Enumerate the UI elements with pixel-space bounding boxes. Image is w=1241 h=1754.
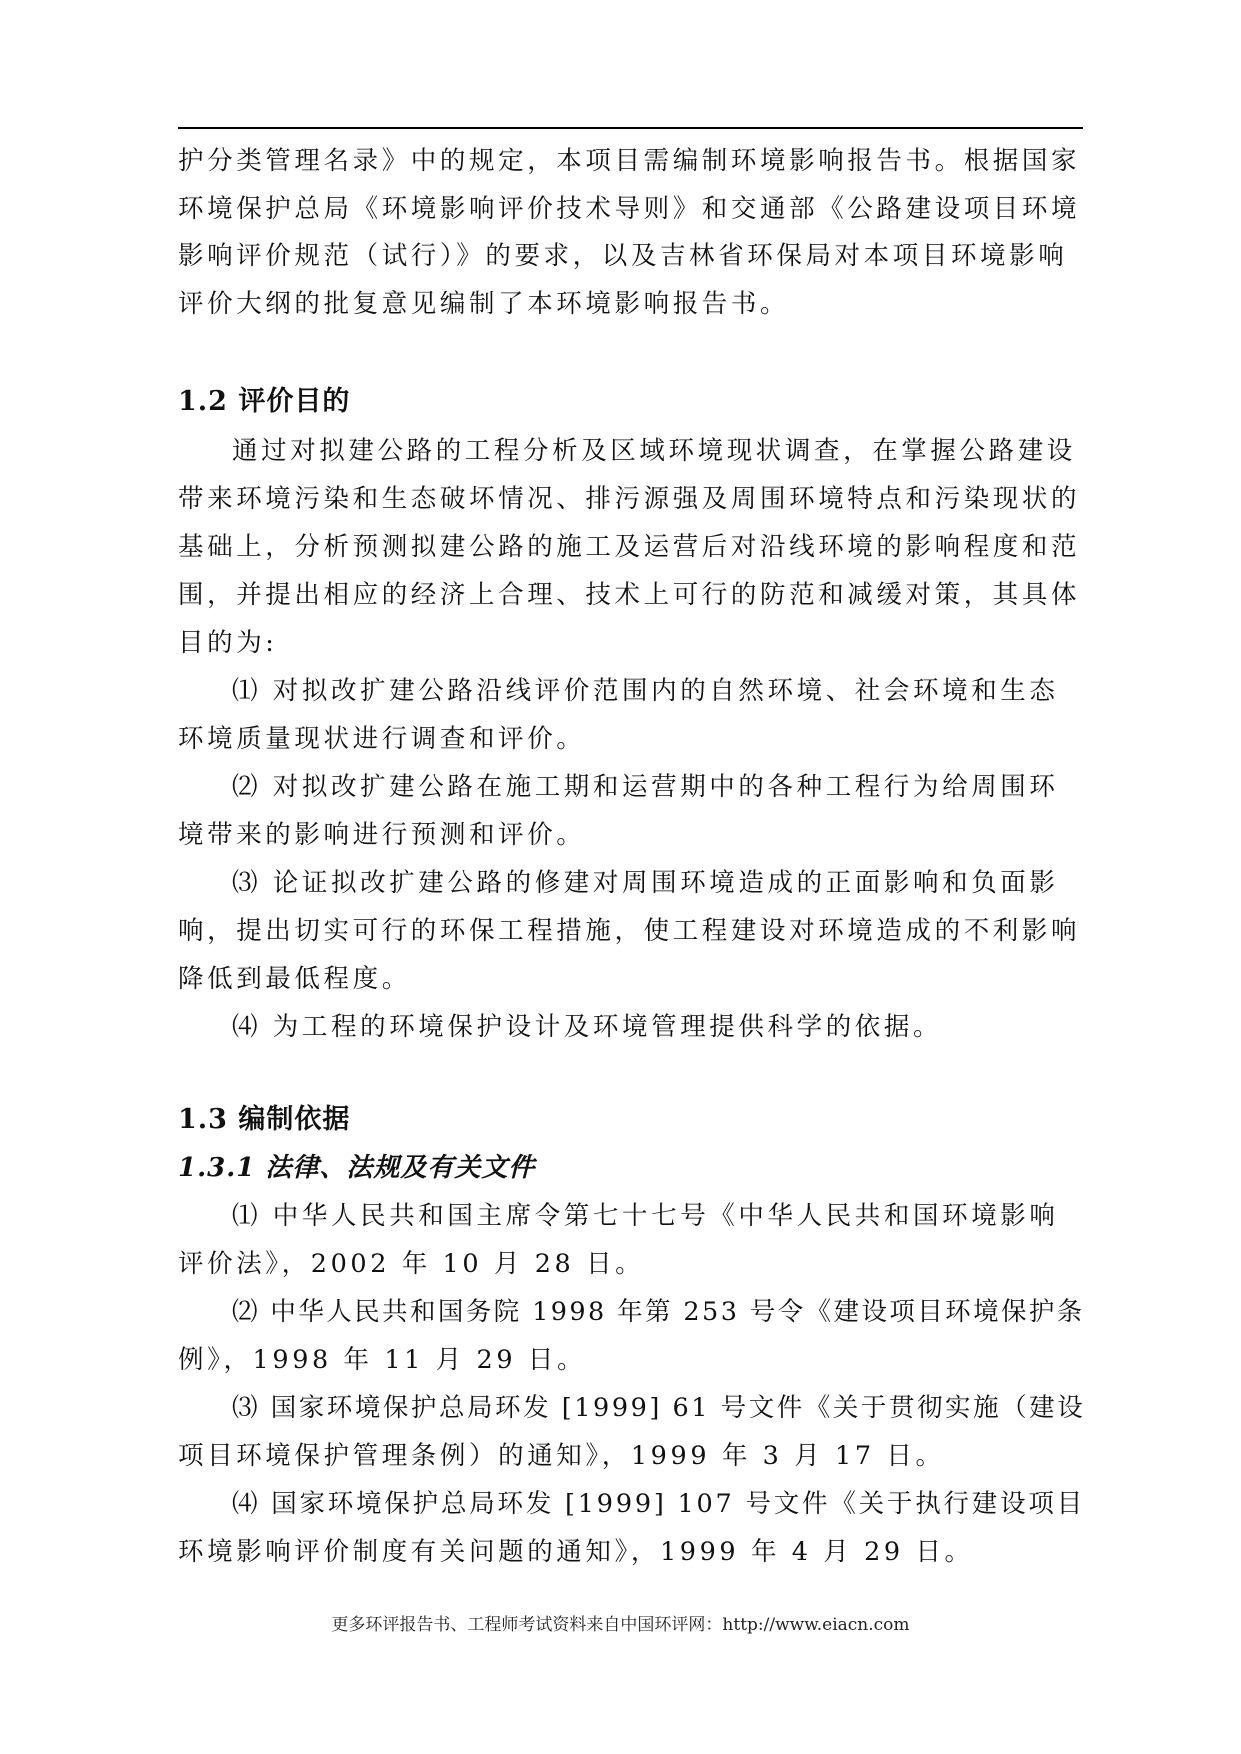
list-item-line: ⑷ 为工程的环境保护设计及环境管理提供科学的依据。 <box>232 1012 943 1042</box>
list-item-line: 环境质量现状进行调查和评价。 <box>178 724 586 754</box>
page-footer: 更多环评报告书、工程师考试资料来自中国环评网：http://www.eiacn.com <box>331 1615 910 1635</box>
list-item-line: 项目环境保护管理条例）的通知》，1999 年 3 月 17 日。 <box>178 1441 945 1471</box>
body-line: 影响评价规范（试行）》的要求，以及吉林省环保局对本项目环境影响 <box>178 241 1068 271</box>
body-line: 环境保护总局《环境影响评价技术导则》和交通部《公路建设项目环境 <box>178 194 1081 224</box>
body-line: 评价大纲的批复意见编制了本环境影响报告书。 <box>178 289 790 319</box>
body-line: 围，并提出相应的经济上合理、技术上可行的防范和减缓对策，其具体 <box>178 580 1081 610</box>
body-line: 目的为: <box>178 628 278 658</box>
body-line: 基础上，分析预测拟建公路的施工及运营后对沿线环境的影响程度和范 <box>178 532 1081 562</box>
list-item-line: 例》，1998 年 11 月 29 日。 <box>178 1345 587 1375</box>
list-item-line: ⑵ 中华人民共和国务院 1998 年第 253 号令《建设项目环境保护条 <box>232 1297 1085 1327</box>
list-item-line: ⑷ 国家环境保护总局环发 [1999] 107 号文件《关于执行建设项目 <box>232 1489 1085 1519</box>
section-heading-1-2: 1.2 评价目的 <box>178 386 351 417</box>
section-heading-1-3: 1.3 编制依据 <box>178 1104 351 1135</box>
body-line: 通过对拟建公路的工程分析及区域环境现状调查，在掌握公路建设 <box>232 436 1076 466</box>
list-item-line: 环境影响评价制度有关问题的通知》，1999 年 4 月 29 日。 <box>178 1537 974 1567</box>
body-line: 带来环境污染和生态破坏情况、排污源强及周围环境特点和污染现状的 <box>178 484 1081 514</box>
header-rule <box>178 127 1083 129</box>
list-item-line: 评价法》，2002 年 10 月 28 日。 <box>178 1249 645 1279</box>
list-item-line: ⑵ 对拟改扩建公路在施工期和运营期中的各种工程行为给周围环 <box>232 772 1059 802</box>
subsection-heading-1-3-1: 1.3.1 法律、法规及有关文件 <box>178 1153 536 1183</box>
list-item-line: 降低到最低程度。 <box>178 964 411 994</box>
list-item-line: 响，提出切实可行的环保工程措施，使工程建设对环境造成的不利影响 <box>178 916 1081 946</box>
list-item-line: ⑶ 论证拟改扩建公路的修建对周围环境造成的正面影响和负面影 <box>232 868 1059 898</box>
list-item-line: ⑶ 国家环境保护总局环发 [1999] 61 号文件《关于贯彻实施（建设 <box>232 1393 1086 1423</box>
body-line: 护分类管理名录》中的规定，本项目需编制环境影响报告书。根据国家 <box>178 146 1081 176</box>
list-item-line: ⑴ 对拟改扩建公路沿线评价范围内的自然环境、社会环境和生态 <box>232 676 1059 706</box>
list-item-line: ⑴ 中华人民共和国主席令第七十七号《中华人民共和国环境影响 <box>232 1201 1059 1231</box>
list-item-line: 境带来的影响进行预测和评价。 <box>178 820 586 850</box>
